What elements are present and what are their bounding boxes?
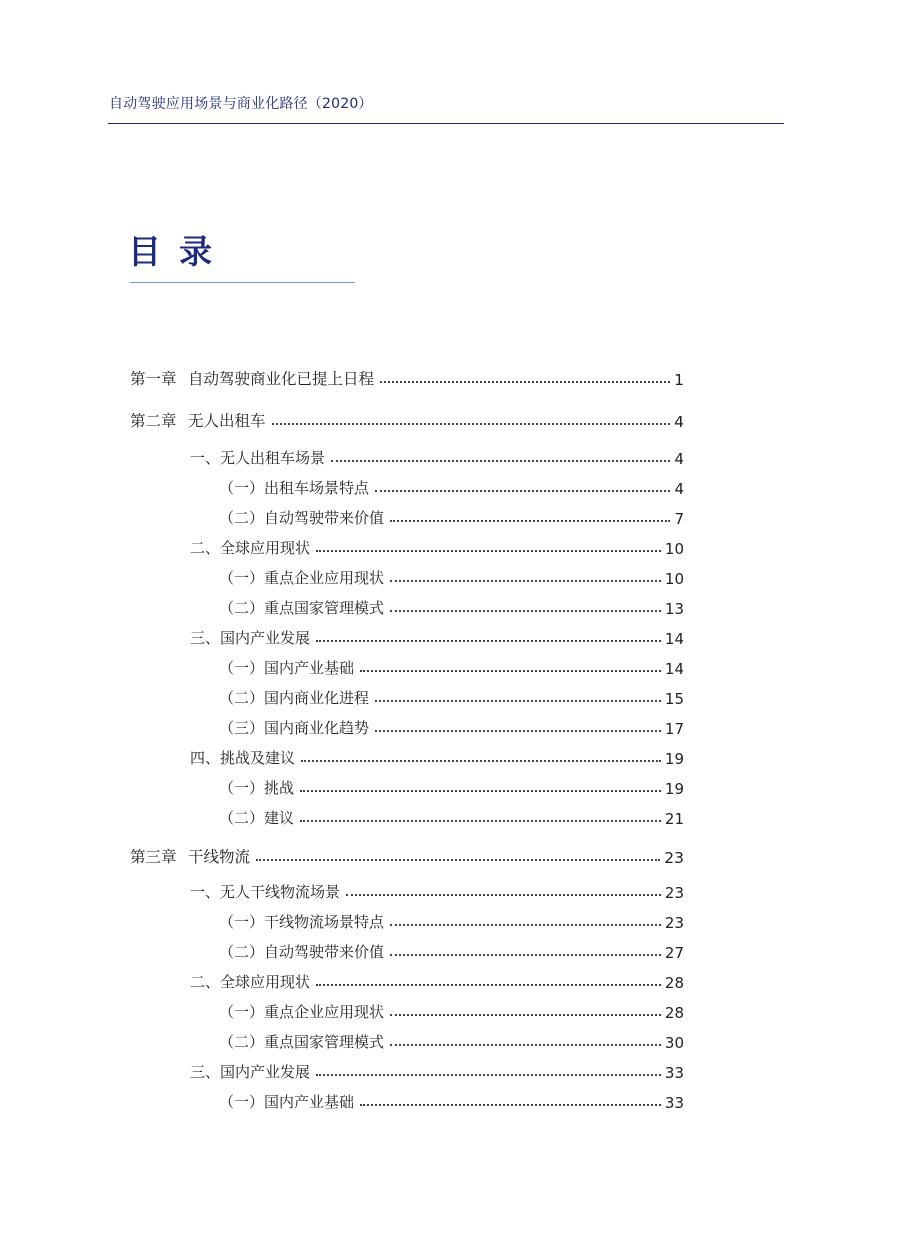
toc-entry-title: 二、全球应用现状 bbox=[190, 539, 311, 557]
toc-entry[interactable] bbox=[219, 940, 684, 962]
toc-page-number: 14 bbox=[664, 660, 684, 678]
toc-entry-title: （一）重点企业应用现状 bbox=[219, 1003, 385, 1021]
toc-entry[interactable] bbox=[190, 746, 684, 768]
toc-leader-dots bbox=[316, 1074, 661, 1076]
toc-page-number: 4 bbox=[674, 450, 684, 468]
toc-page-number: 23 bbox=[664, 849, 684, 867]
toc-entry[interactable] bbox=[219, 910, 684, 932]
toc-page-number: 21 bbox=[664, 810, 684, 828]
toc-leader-dots bbox=[331, 460, 670, 462]
toc-entry[interactable] bbox=[219, 506, 684, 528]
toc-page-number: 30 bbox=[664, 1034, 684, 1052]
toc-leader-dots bbox=[390, 610, 661, 612]
toc-entry-title: （二）自动驾驶带来价值 bbox=[219, 509, 385, 527]
toc-entry[interactable] bbox=[190, 446, 684, 468]
toc-page-number: 13 bbox=[664, 600, 684, 618]
toc-entry-title: 三、国内产业发展 bbox=[190, 629, 311, 647]
toc-leader-dots bbox=[390, 954, 661, 956]
toc-entry-title: （一）挑战 bbox=[219, 779, 295, 797]
toc-entry[interactable] bbox=[219, 566, 684, 588]
toc-entry-title: （一）国内产业基础 bbox=[219, 659, 355, 677]
toc-leader-dots bbox=[360, 670, 661, 672]
toc-page-number: 27 bbox=[664, 944, 684, 962]
toc-leader-dots bbox=[301, 760, 661, 762]
toc-entry-title: （二）重点国家管理模式 bbox=[219, 1033, 385, 1051]
toc-entry[interactable] bbox=[219, 1090, 684, 1112]
toc-page-number: 4 bbox=[674, 413, 684, 431]
toc-entry-title: 一、无人干线物流场景 bbox=[190, 883, 341, 901]
toc-entry-title: 三、国内产业发展 bbox=[190, 1063, 311, 1081]
toc-entry[interactable] bbox=[190, 626, 684, 648]
toc-entry-title: 四、挑战及建议 bbox=[190, 749, 296, 767]
toc-entry[interactable] bbox=[219, 686, 684, 708]
toc-page-number: 28 bbox=[664, 1004, 684, 1022]
toc-leader-dots bbox=[316, 550, 661, 552]
toc-entry[interactable] bbox=[219, 806, 684, 828]
toc-leader-dots bbox=[375, 730, 661, 732]
toc-leader-dots bbox=[300, 790, 661, 792]
toc-entry-title: （一）重点企业应用现状 bbox=[219, 569, 385, 587]
toc-entry-title: 干线物流 bbox=[188, 848, 251, 866]
toc-entry[interactable] bbox=[190, 536, 684, 558]
toc-entry-title: 二、全球应用现状 bbox=[190, 973, 311, 991]
toc-page-number: 15 bbox=[664, 690, 684, 708]
title-underline bbox=[130, 282, 355, 283]
toc-page-number: 19 bbox=[664, 750, 684, 768]
toc-entry-title: （一）国内产业基础 bbox=[219, 1093, 355, 1111]
toc-entry-title: 无人出租车 bbox=[188, 412, 266, 430]
toc-entry[interactable] bbox=[219, 1000, 684, 1022]
toc-leader-dots bbox=[375, 490, 670, 492]
running-header-title: 自动驾驶应用场景与商业化路径（2020） bbox=[109, 96, 373, 112]
toc-page-number: 23 bbox=[664, 884, 684, 902]
toc-page-number: 10 bbox=[664, 570, 684, 588]
toc-leader-dots bbox=[390, 520, 670, 522]
toc-entry-title: （一）出租车场景特点 bbox=[219, 479, 370, 497]
toc-leader-dots bbox=[390, 580, 661, 582]
toc-chapter-number: 第三章 bbox=[130, 848, 177, 866]
toc-entry[interactable] bbox=[219, 656, 684, 678]
toc-chapter-entry[interactable] bbox=[130, 367, 684, 389]
toc-leader-dots bbox=[375, 700, 661, 702]
toc-entry-title: （一）干线物流场景特点 bbox=[219, 913, 385, 931]
toc-leader-dots bbox=[390, 924, 661, 926]
toc-entry[interactable] bbox=[190, 880, 684, 902]
toc-leader-dots bbox=[380, 381, 670, 383]
toc-page-number: 23 bbox=[664, 914, 684, 932]
toc-entry-title: 一、无人出租车场景 bbox=[190, 449, 326, 467]
toc-page-number: 33 bbox=[664, 1064, 684, 1082]
header-divider bbox=[108, 123, 784, 124]
toc-leader-dots bbox=[346, 894, 661, 896]
toc-entry-title: （三）国内商业化趋势 bbox=[219, 719, 370, 737]
toc-chapter-number: 第一章 bbox=[130, 370, 177, 388]
toc-leader-dots bbox=[390, 1044, 661, 1046]
toc-entry-title: 自动驾驶商业化已提上日程 bbox=[188, 370, 375, 388]
toc-page-number: 19 bbox=[664, 780, 684, 798]
toc-entry-title: （二）自动驾驶带来价值 bbox=[219, 943, 385, 961]
toc-entry[interactable] bbox=[219, 716, 684, 738]
toc-leader-dots bbox=[360, 1104, 661, 1106]
toc-entry-title: （二）国内商业化进程 bbox=[219, 689, 370, 707]
toc-leader-dots bbox=[300, 820, 661, 822]
toc-page-number: 7 bbox=[674, 510, 684, 528]
toc-entry-title: （二）重点国家管理模式 bbox=[219, 599, 385, 617]
page-title: 目录 bbox=[128, 232, 230, 271]
toc-entry[interactable] bbox=[219, 1030, 684, 1052]
toc-page-number: 28 bbox=[664, 974, 684, 992]
toc-page-number: 17 bbox=[664, 720, 684, 738]
toc-leader-dots bbox=[256, 859, 660, 861]
toc-leader-dots bbox=[316, 640, 661, 642]
toc-page-number: 10 bbox=[664, 540, 684, 558]
toc-page-number: 14 bbox=[664, 630, 684, 648]
toc-entry[interactable] bbox=[219, 596, 684, 618]
toc-entry-title: （二）建议 bbox=[219, 809, 295, 827]
toc-page-number: 4 bbox=[674, 480, 684, 498]
toc-chapter-entry[interactable] bbox=[130, 845, 684, 867]
toc-page-number: 1 bbox=[674, 371, 684, 389]
toc-chapter-number: 第二章 bbox=[130, 412, 177, 430]
toc-leader-dots bbox=[316, 984, 661, 986]
toc-entry[interactable] bbox=[190, 970, 684, 992]
toc-leader-dots bbox=[390, 1014, 661, 1016]
toc-page-number: 33 bbox=[664, 1094, 684, 1112]
toc-leader-dots bbox=[272, 423, 671, 425]
toc-entry[interactable] bbox=[190, 1060, 684, 1082]
toc-entry[interactable] bbox=[219, 476, 684, 498]
toc-chapter-entry[interactable] bbox=[130, 409, 684, 431]
toc-entry[interactable] bbox=[219, 776, 684, 798]
